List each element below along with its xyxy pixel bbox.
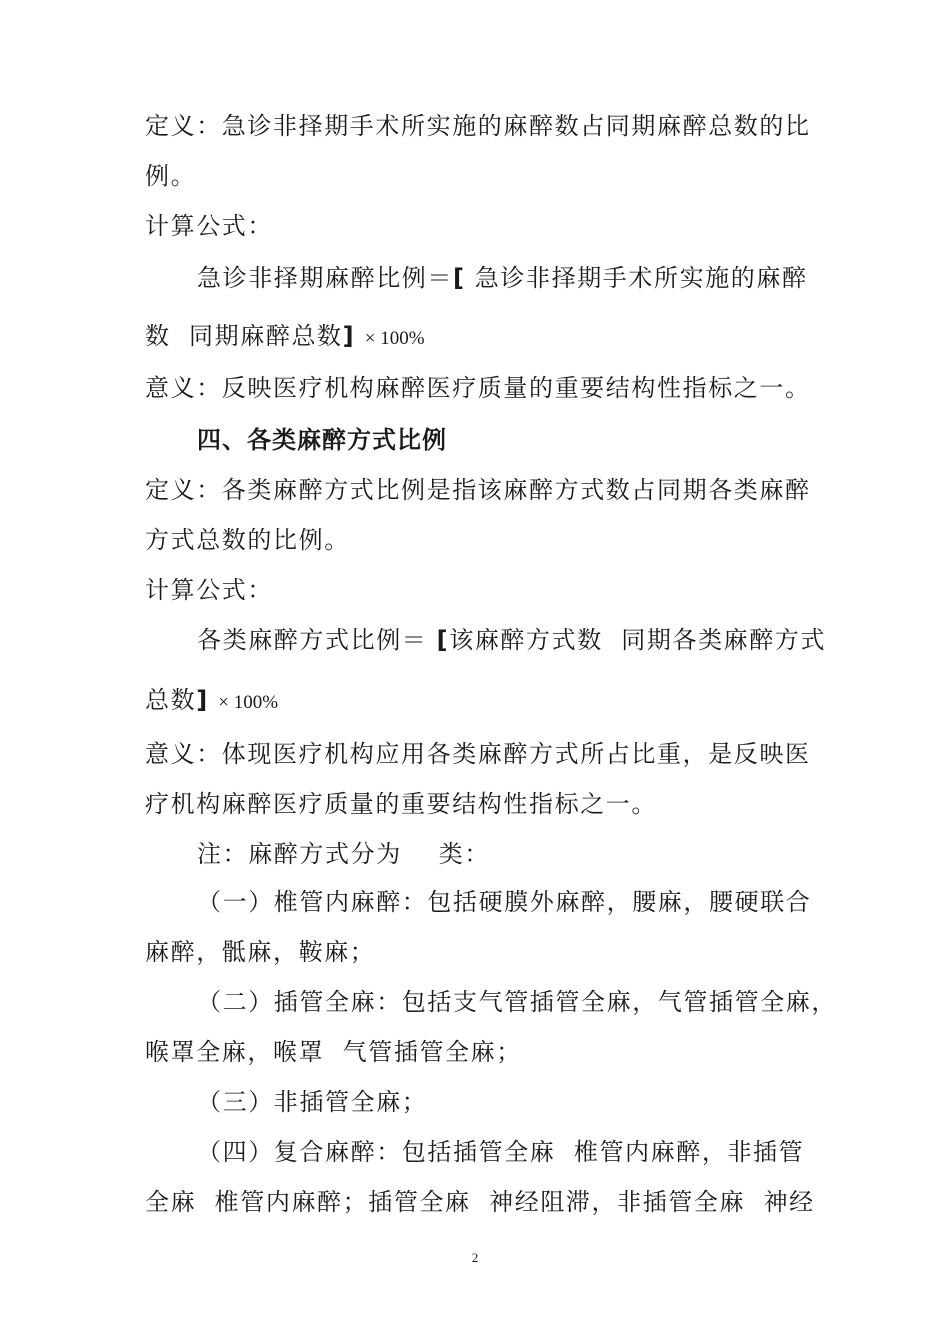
item-2-line-2: 喉罩全麻，喉罩 气管插管全麻； [145,1038,522,1066]
formula-1-open-bracket: [ [453,264,466,292]
note: 注：麻醉方式分为 类： [197,840,490,868]
item-4-line-1: （四）复合麻醉：包括插管全麻 椎管内麻醉，非插管 [197,1138,805,1166]
item-3: （三）非插管全麻； [197,1088,428,1116]
definition-2-line-2: 方式总数的比例。 [145,526,350,554]
calc-formula-label-1: 计算公式： [145,212,273,240]
formula-1-line-2 [145,320,425,355]
formula-1-percent: × 100% [355,328,425,349]
formula-2-line-2 [145,684,278,719]
formula-2-denominator: 总数 [145,686,197,714]
formula-1-line-1 [197,262,808,294]
significance-2-line-1: 意义：体现医疗机构应用各类麻醉方式所占比重，是反映医 [145,740,811,768]
formula-2-close-bracket: ] [196,686,209,714]
definition-2-line-1: 定义：各类麻醉方式比例是指该麻醉方式数占同期各类麻醉 [145,476,811,504]
item-1-line-2: 麻醉，骶麻，鞍麻； [145,938,376,966]
definition-1-line-1: 定义：急诊非择期手术所实施的麻醉数占同期麻醉总数的比 [145,112,811,140]
formula-1-lhs: 急诊非择期麻醉比例＝ [197,264,453,292]
calc-formula-label-2: 计算公式： [145,576,273,604]
item-2-line-1: （二）插管全麻：包括支气管插管全麻，气管插管全麻， [197,988,837,1016]
section-heading-4: 四、各类麻醉方式比例 [197,426,447,454]
page-number: 2 [471,1250,479,1265]
formula-2-numerator: 该麻醉方式数 同期各类麻醉方式 [449,626,827,654]
definition-1-line-2: 例。 [145,162,197,190]
significance-2-line-2: 疗机构麻醉医疗质量的重要结构性指标之一。 [145,790,657,818]
formula-2-line-1 [197,624,826,656]
formula-1-numerator: 急诊非择期手术所实施的麻醉 [465,264,808,292]
formula-1-denominator: 数 同期麻醉总数 [145,322,343,350]
formula-2-open-bracket: [ [436,626,450,654]
item-1-line-1: （一）椎管内麻醉：包括硬膜外麻醉，腰麻，腰硬联合 [197,888,812,916]
formula-2-percent: × 100% [208,692,279,713]
formula-1-close-bracket: ] [342,322,356,350]
item-4-line-2: 全麻 椎管内麻醉；插管全麻 神经阻滞，非插管全麻 神经 [145,1188,815,1216]
significance-1: 意义：反映医疗机构麻醉医疗质量的重要结构性指标之一。 [145,374,811,402]
formula-2-lhs: 各类麻醉方式比例＝ [197,626,437,654]
